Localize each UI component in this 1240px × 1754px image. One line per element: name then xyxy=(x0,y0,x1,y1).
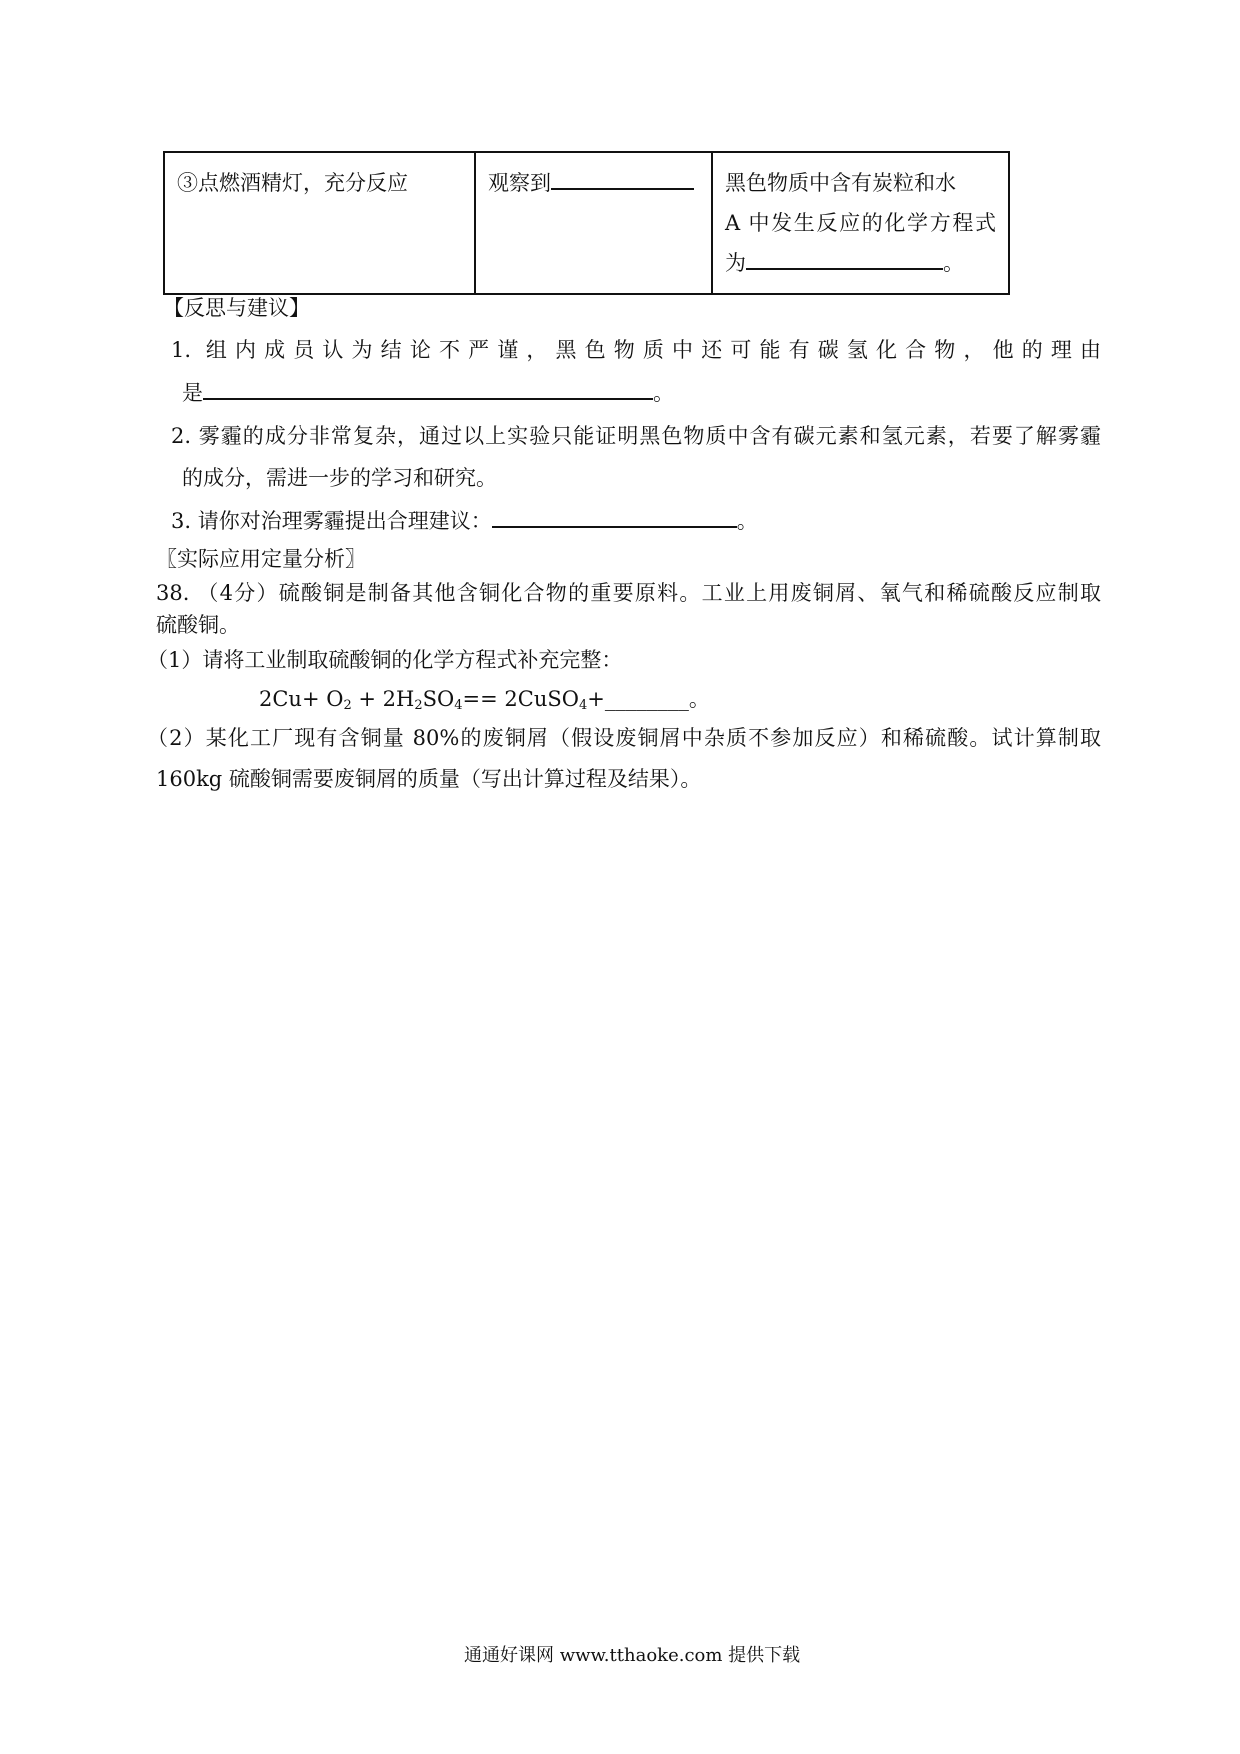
reflection-item-2-line-2: 的成分，需进一步的学习和研究。 xyxy=(182,466,497,490)
eq-sub: 4 xyxy=(578,698,588,713)
eq-part: +________。 xyxy=(587,687,710,711)
conclusion-line-3 xyxy=(725,243,996,283)
page-footer: 通通好课网 www.tthaoke.com 提供下载 xyxy=(464,1645,801,1666)
conclusion-line-1: 黑色物质中含有炭粒和水 xyxy=(725,171,956,195)
conclusion-suffix: 。 xyxy=(943,251,964,275)
conclusion-cell xyxy=(712,152,1009,294)
reflection-item-1-line-1: 1. 组内成员认为结论不严谨，黑色物质中还可能有碳氢化合物，他的理由 xyxy=(171,338,1101,362)
reflection-item-1-line-2 xyxy=(182,377,674,407)
part-1-prompt: （1）请将工业制取硫酸铜的化学方程式补充完整： xyxy=(147,648,623,672)
question-38-line-2: 硫酸铜。 xyxy=(156,613,240,637)
question-38-line-1: 38. （4分）硫酸铜是制备其他含铜化合物的重要原料。工业上用废铜屑、氧气和稀硫酸反应制取 xyxy=(156,581,1101,605)
suggestion-blank[interactable] xyxy=(492,506,737,528)
eq-part: + 2H xyxy=(351,687,415,711)
reflection-heading: 【反思与建议】 xyxy=(163,296,310,320)
step-cell xyxy=(164,152,475,294)
application-heading: 〖实际应用定量分析〗 xyxy=(156,547,366,571)
reflection-item-2-line-1: 2. 雾霾的成分非常复杂，通过以上实验只能证明黑色物质中含有碳元素和氢元素，若要了解雾霾 xyxy=(171,424,1101,448)
eq-sub: 2 xyxy=(414,698,423,713)
observation-blank[interactable] xyxy=(551,168,694,190)
equation-blank[interactable] xyxy=(746,248,943,270)
part-2-line-2: 160kg 硫酸铜需要废铜屑的质量（写出计算过程及结果）。 xyxy=(156,767,702,791)
step-text: ③点燃酒精灯，充分反应 xyxy=(177,171,408,195)
observation-label: 观察到 xyxy=(488,171,551,195)
eq-part: SO xyxy=(422,687,455,711)
chemical-equation xyxy=(259,683,710,713)
reason-blank[interactable] xyxy=(203,378,653,400)
item1-prefix: 是 xyxy=(182,381,203,405)
eq-part: == 2CuSO xyxy=(462,687,579,711)
observation-cell xyxy=(475,152,712,294)
eq-sub: 4 xyxy=(454,698,463,713)
reflection-item-3 xyxy=(171,505,758,535)
item1-suffix: 。 xyxy=(653,381,674,405)
part-2-line-1: （2）某化工厂现有含铜量 80%的废铜屑（假设废铜屑中杂质不参加反应）和稀硫酸。试计算制取 xyxy=(147,726,1101,750)
conclusion-prefix: 为 xyxy=(725,251,746,275)
eq-sub: 2 xyxy=(343,698,352,713)
conclusion-line-2: A 中发生反应的化学方程式 xyxy=(725,211,996,235)
experiment-table xyxy=(163,151,1010,295)
item3-prefix: 3. 请你对治理雾霾提出合理建议： xyxy=(171,509,492,533)
item3-suffix: 。 xyxy=(736,509,758,533)
eq-part: 2Cu+ O xyxy=(259,687,344,711)
table-row xyxy=(164,152,1009,294)
